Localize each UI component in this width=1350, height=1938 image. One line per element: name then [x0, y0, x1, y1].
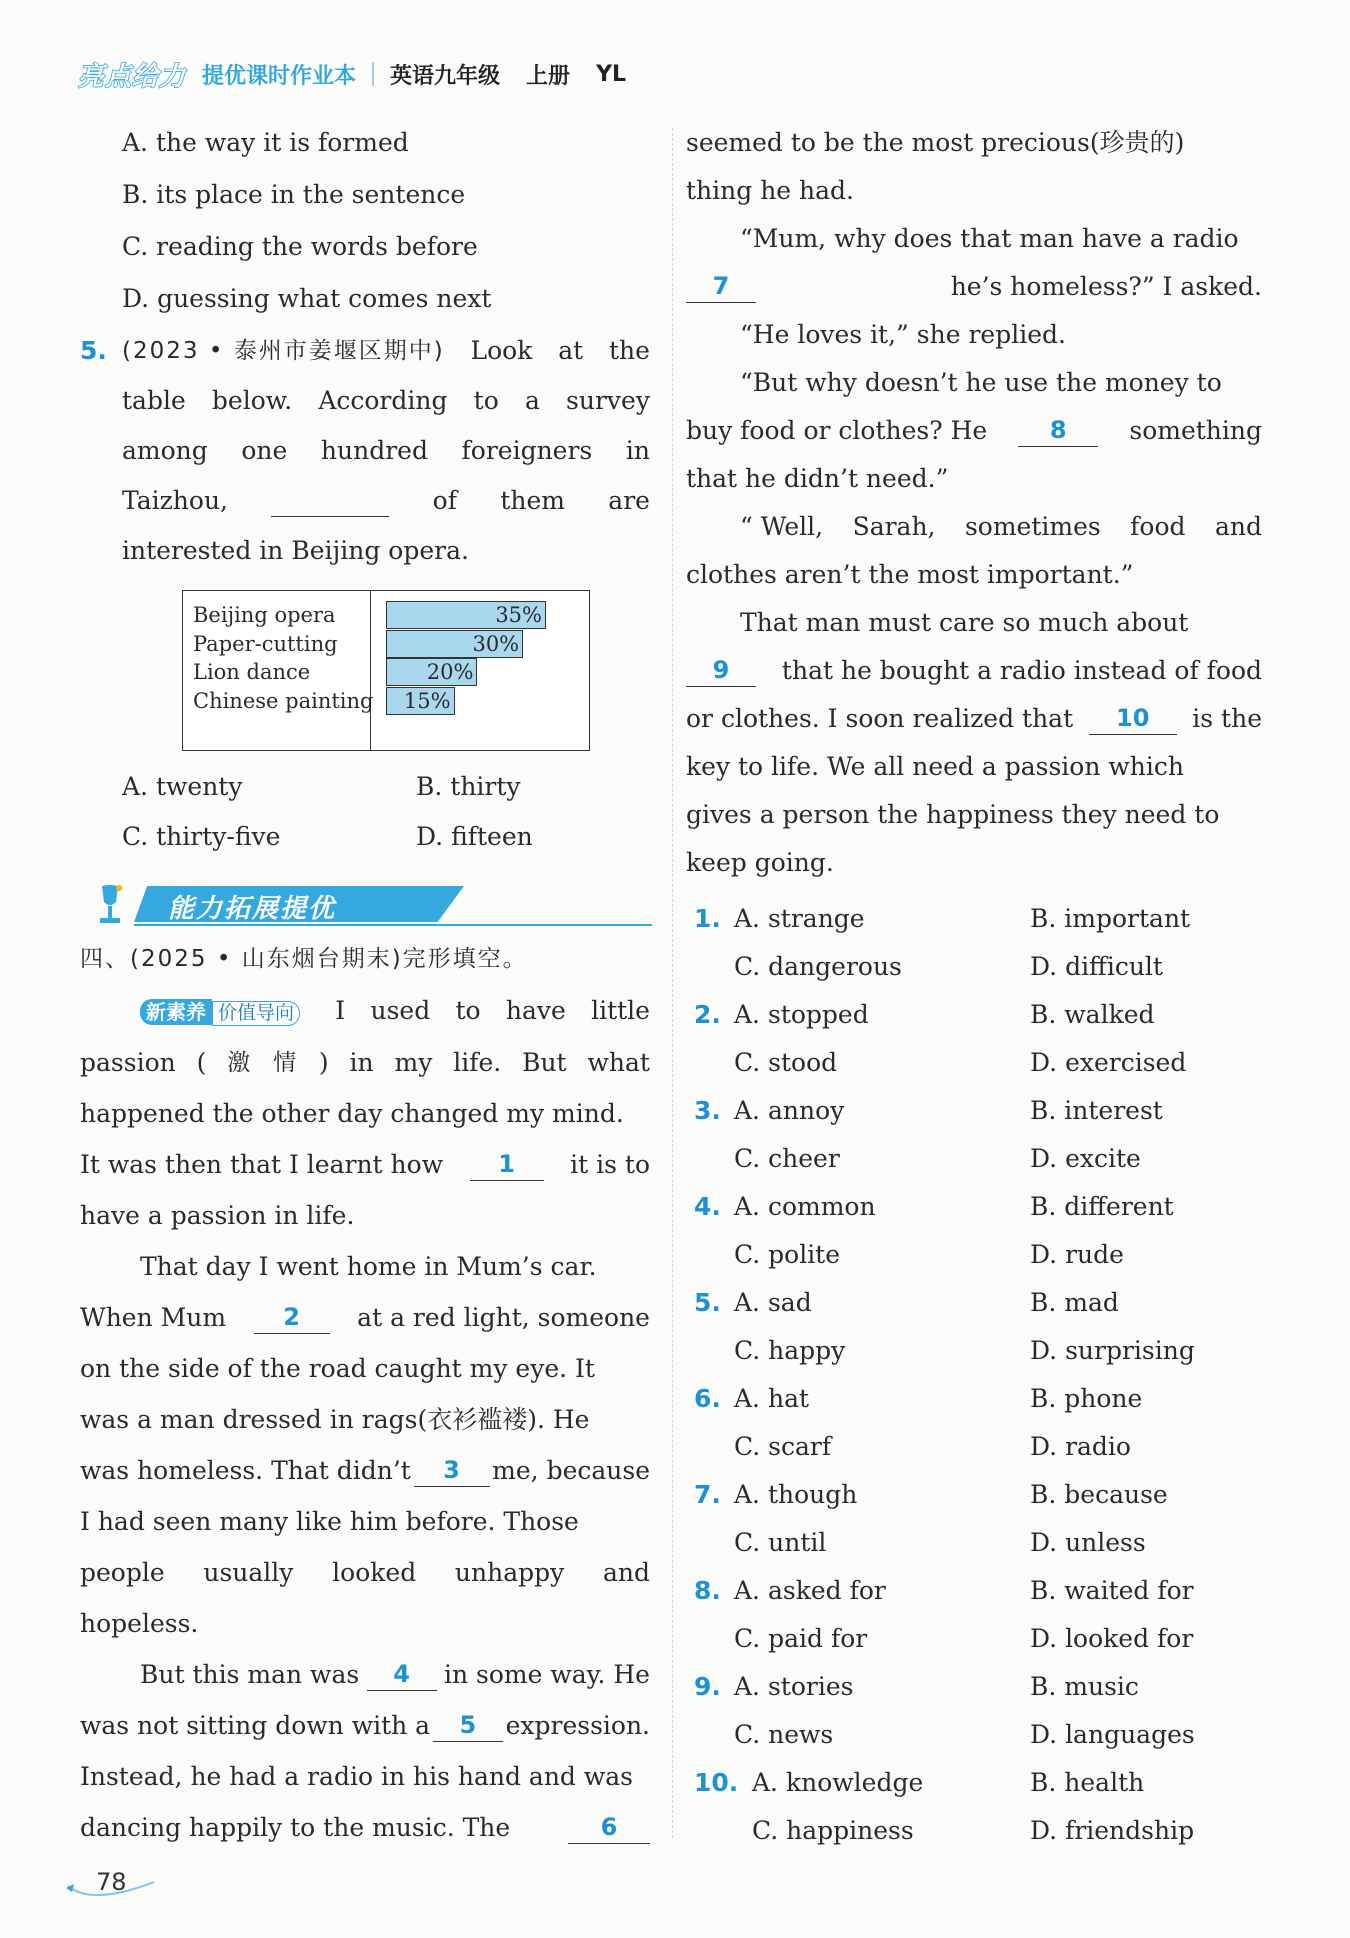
passage-line: was a man dressed in rags(衣衫褴褛). He — [80, 1405, 590, 1434]
cloze-option-b[interactable]: B. important — [1030, 904, 1191, 933]
passage-line: “Mum, why does that man have a radio — [740, 224, 1239, 253]
passage-line: gives a person the happiness they need to — [686, 800, 1220, 829]
q5-line-2: table below. According to a survey — [122, 386, 650, 415]
passage-line: key to life. We all need a passion which — [686, 752, 1184, 781]
cloze-option-d[interactable]: D. rude — [1030, 1240, 1124, 1269]
passage-line: on the side of the road caught my eye. It — [80, 1354, 595, 1383]
cloze-option-a[interactable]: A. hat — [734, 1384, 810, 1413]
q5-option-b: B. thirty — [416, 772, 521, 801]
cloze-option-b[interactable]: B. phone — [1030, 1384, 1143, 1413]
chart-value-label: 35% — [495, 603, 542, 627]
passage-line: was not sitting down with a 5 expression. — [80, 1711, 650, 1740]
passage-line: 新素养 价值导向 I used to have little — [140, 996, 650, 1026]
passage-line: was homeless. That didn’t 3 me, because — [80, 1456, 650, 1485]
cloze-option-a[interactable]: A. knowledge — [752, 1768, 924, 1797]
chart-bar — [386, 687, 455, 715]
chart-value-label: 15% — [403, 688, 451, 713]
blank-1[interactable]: 1 — [470, 1150, 544, 1181]
cloze-option-c[interactable]: C. scarf — [734, 1432, 832, 1461]
passage-line: Instead, he had a radio in his hand and was — [80, 1762, 634, 1791]
cloze-option-a[interactable]: A. strange — [734, 904, 865, 933]
cloze-question-number: 8. — [694, 1576, 721, 1605]
cloze-option-d[interactable]: D. unless — [1030, 1528, 1146, 1557]
cloze-question-number: 5. — [694, 1288, 721, 1317]
chart-value-label: 20% — [426, 660, 474, 684]
cloze-option-d[interactable]: D. difficult — [1030, 952, 1163, 981]
cloze-option-b[interactable]: B. because — [1030, 1480, 1168, 1509]
q5-option-a: A. twenty — [122, 772, 243, 801]
passage-line: “But why doesn’t he use the money to — [740, 368, 1222, 397]
cloze-option-b[interactable]: B. interest — [1030, 1096, 1163, 1125]
cloze-option-b[interactable]: B. different — [1030, 1192, 1174, 1221]
passage-line: hopeless. — [80, 1609, 199, 1638]
passage-line: happened the other day changed my mind. — [80, 1099, 624, 1128]
chart-category-label: Lion dance — [193, 660, 311, 684]
chart-value-label: 30% — [472, 631, 520, 656]
passage-line: That man must care so much about — [740, 608, 1189, 637]
passage-line: But this man was 4 in some way. He — [140, 1660, 650, 1689]
passage-line: It was then that I learnt how 1 it is to — [80, 1150, 650, 1179]
survey-bar-chart — [182, 590, 590, 751]
chart-category-label: Beijing opera — [193, 603, 336, 627]
chart-bar — [386, 630, 523, 658]
blank-5[interactable]: 5 — [433, 1711, 503, 1742]
cloze-option-c[interactable]: C. cheer — [734, 1144, 840, 1173]
passage-line: passion ( 激 情 ) in my life. But what — [80, 1048, 650, 1077]
passage-line: That day I went home in Mum’s car. — [140, 1252, 597, 1281]
cloze-option-d[interactable]: D. excite — [1030, 1144, 1141, 1173]
blank-4[interactable]: 4 — [367, 1660, 437, 1691]
passage-line: that he didn’t need.” — [686, 464, 949, 493]
passage-line: clothes aren’t the most important.” — [686, 560, 1134, 589]
cloze-option-c[interactable]: C. news — [734, 1720, 834, 1749]
cloze-option-d[interactable]: D. surprising — [1030, 1336, 1195, 1365]
q5-option-c: C. thirty-five — [122, 822, 281, 851]
q4-option-b: B. its place in the sentence — [122, 180, 466, 209]
cloze-option-b[interactable]: B. walked — [1030, 1000, 1155, 1029]
q4-option-a: A. the way it is formed — [122, 128, 409, 157]
cloze-option-a[interactable]: A. annoy — [734, 1096, 845, 1125]
value-tag: 价值导向 — [212, 1001, 300, 1026]
header-divider — [372, 62, 374, 86]
cloze-option-c[interactable]: C. stood — [734, 1048, 838, 1077]
q5-line-1: (2023 • 泰州市姜堰区期中) Look at the — [122, 336, 650, 365]
cloze-option-a[interactable]: A. common — [734, 1192, 876, 1221]
q5-line-3: among one hundred foreigners in — [122, 436, 650, 465]
q5-line-5: interested in Beijing opera. — [122, 536, 469, 565]
cloze-option-a[interactable]: A. though — [734, 1480, 858, 1509]
section-banner — [82, 880, 652, 930]
trophy-icon — [90, 882, 130, 928]
cloze-option-d[interactable]: D. friendship — [1030, 1816, 1195, 1845]
cloze-option-d[interactable]: D. looked for — [1030, 1624, 1194, 1653]
literacy-tag: 新素养 — [140, 999, 212, 1025]
cloze-question-number: 3. — [694, 1096, 721, 1125]
cloze-option-d[interactable]: D. radio — [1030, 1432, 1131, 1461]
passage-line: “He loves it,” she replied. — [740, 320, 1066, 349]
cloze-question-number: 9. — [694, 1672, 721, 1701]
cloze-question-number: 2. — [694, 1000, 721, 1029]
edition-label: YL — [596, 61, 627, 87]
q5-source: (2023 • 泰州市姜堰区期中) — [122, 338, 445, 364]
blank-10[interactable]: 10 — [1089, 704, 1177, 735]
chart-category-label: Paper-cutting — [193, 631, 338, 656]
passage-line: or clothes. I soon realized that 10 is the — [686, 704, 1262, 733]
cloze-option-c[interactable]: C. dangerous — [734, 952, 902, 981]
cloze-question-number: 1. — [694, 904, 721, 933]
cloze-question-number: 10. — [694, 1768, 739, 1797]
passage-line: When Mum 2 at a red light, someone — [80, 1303, 650, 1332]
passage-line: “ Well, Sarah, sometimes food and — [740, 512, 1262, 541]
cloze-question-number: 4. — [694, 1192, 721, 1221]
cloze-option-b[interactable]: B. music — [1030, 1672, 1139, 1701]
cloze-option-b[interactable]: B. health — [1030, 1768, 1145, 1797]
chart-bar — [386, 601, 546, 629]
page-number: 78 — [96, 1868, 127, 1896]
cloze-option-a[interactable]: A. stories — [734, 1672, 854, 1701]
column-divider — [672, 128, 673, 1838]
q5-number: 5. — [80, 336, 107, 365]
cloze-option-b[interactable]: B. waited for — [1030, 1576, 1194, 1605]
cloze-question-number: 7. — [694, 1480, 721, 1509]
q4-option-d: D. guessing what comes next — [122, 284, 492, 313]
passage-line: seemed to be the most precious(珍贵的) — [686, 128, 1185, 157]
blank-3[interactable]: 3 — [414, 1456, 490, 1487]
grade-label: 英语九年级 — [390, 63, 501, 89]
cloze-option-b[interactable]: B. mad — [1030, 1288, 1119, 1317]
passage-line: I had seen many like him before. Those — [80, 1507, 579, 1536]
blank-7[interactable]: 7 — [686, 272, 756, 303]
cloze-option-a[interactable]: A. asked for — [734, 1576, 886, 1605]
q5-answer-blank[interactable] — [271, 486, 389, 517]
table-column-separator — [370, 591, 371, 750]
cloze-option-c[interactable]: C. polite — [734, 1240, 841, 1269]
cloze-option-a[interactable]: A. sad — [734, 1288, 812, 1317]
section-title: 四、(2025 • 山东烟台期末)完形填空。 — [80, 946, 528, 972]
cloze-option-c[interactable]: C. happiness — [752, 1816, 914, 1845]
passage-line: keep going. — [686, 848, 834, 877]
cloze-question-number: 6. — [694, 1384, 721, 1413]
blank-6[interactable]: 6 — [568, 1813, 650, 1844]
passage-line: buy food or clothes? He 8 something — [686, 416, 1262, 445]
cloze-option-d[interactable]: D. languages — [1030, 1720, 1195, 1749]
cloze-option-c[interactable]: C. happy — [734, 1336, 846, 1365]
passage-line: people usually looked unhappy and — [80, 1558, 650, 1587]
page-header — [78, 54, 652, 94]
blank-8[interactable]: 8 — [1018, 416, 1098, 447]
q5-line-4: Taizhou, of them are — [122, 486, 650, 515]
passage-line: thing he had. — [686, 176, 854, 205]
cloze-option-c[interactable]: C. paid for — [734, 1624, 868, 1653]
cloze-option-d[interactable]: D. exercised — [1030, 1048, 1187, 1077]
chart-category-label: Chinese painting — [193, 688, 374, 713]
volume-label: 上册 — [526, 63, 571, 89]
blank-2[interactable]: 2 — [254, 1303, 330, 1334]
series-title: 提优课时作业本 — [202, 63, 357, 89]
q4-option-c: C. reading the words before — [122, 232, 478, 261]
blank-9[interactable]: 9 — [686, 656, 756, 687]
passage-line: dancing happily to the music. The 6 — [80, 1813, 650, 1844]
cloze-option-c[interactable]: C. until — [734, 1528, 827, 1557]
brand-logo: 亮点给力 — [78, 61, 187, 92]
passage-line: have a passion in life. — [80, 1201, 355, 1230]
banner-title: 能力拓展提优 — [168, 894, 337, 924]
chart-bar — [386, 658, 477, 686]
passage-line: 9 that he bought a radio instead of food — [686, 656, 1262, 687]
cloze-option-a[interactable]: A. stopped — [734, 1000, 869, 1029]
q5-option-d: D. fifteen — [416, 822, 533, 851]
passage-line: 7 he’s homeless?” I asked. — [686, 272, 1262, 303]
